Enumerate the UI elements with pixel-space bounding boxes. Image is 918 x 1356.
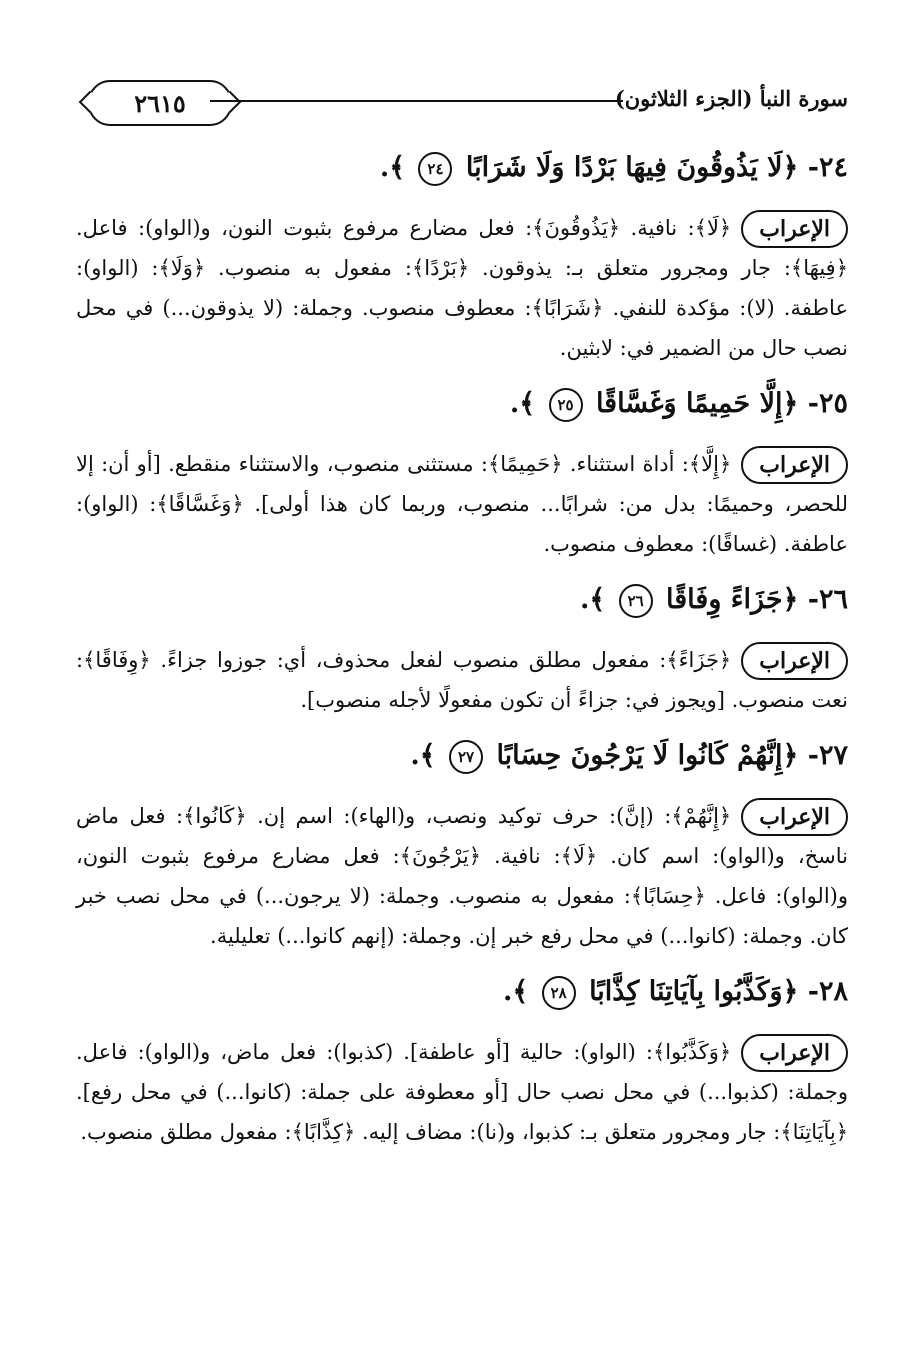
verse-section [76,378,848,564]
verse-end: ﴾. [410,740,436,771]
irab-block [76,796,848,956]
irab-text: ﴿إِلَّا﴾: أداة استثناء. ﴿حَمِيمًا﴾: مستثنى منصوب، والاستثناء منقطع. [أو أن: إلا للحصر، وحميمًا: بدل من: شرابًا... منصوب، وربما كان هذا أولى]. ﴿وَغَسَّاقًا﴾: (الواو): عاطفة. (غساقًا): معطوف منصوب. [76,452,848,556]
verse-section [76,574,848,720]
irab-text: ﴿لَا﴾: نافية. ﴿يَذُوقُونَ﴾: فعل مضارع مرفوع بثبوت النون، و(الواو): فاعل. ﴿فِيهَا﴾: جار ومجرور متعلق بـ: يذوقون. ﴿بَرْدًا﴾: مفعول به منصوب. ﴿وَلَا﴾: (الواو): عاطفة. (لا): مؤكدة للنفي. ﴿شَرَابًا﴾: معطوف منصوب. وجملة: (لا يذوقون...) في محل نصب حال من الضمير في: لابثين. [76,216,848,360]
verse-end: ﴾. [509,388,536,419]
verse-number: ٢٥- [807,388,848,419]
verse-text: ﴿وَكَذَّبُوا بِآيَاتِنَا كِذَّابًا [589,976,799,1007]
irab-block [76,640,848,720]
verse-end: ﴾. [379,152,406,183]
ayah-number-mark: ٢٧ [449,740,483,774]
verse-section [76,966,848,1152]
ayah-number-mark: ٢٦ [619,584,653,618]
irab-block [76,208,848,368]
irab-block [76,444,848,564]
verse-text: ﴿لَا يَذُوقُونَ فِيهَا بَرْدًا وَلَا شَرَابًا [465,152,799,183]
irab-label: الإعراب [741,798,848,836]
ayah-number-mark: ٢٤ [418,152,452,186]
verse-number: ٢٦- [807,584,848,615]
page-content [76,142,848,1162]
verse-section [76,730,848,956]
verse-line [76,966,848,1018]
verse-number: ٢٧- [807,740,848,771]
verse-line [76,142,848,194]
verse-line [76,574,848,626]
verse-text: ﴿إِلَّا حَمِيمًا وَغَسَّاقًا [595,388,799,419]
page-header [70,72,848,132]
verse-text: ﴿جَزَاءً وِفَاقًا [666,584,799,615]
irab-text: ﴿جَزَاءً﴾: مفعول مطلق منصوب لفعل محذوف، أي: جوزوا جزاءً. ﴿وِفَاقًا﴾: نعت منصوب. [ويجوز في: جزاءً أن تكون مفعولًا لأجله منصوب]. [76,648,848,712]
irab-block [76,1032,848,1152]
irab-text: ﴿إِنَّهُمْ﴾: (إنَّ): حرف توكيد ونصب، و(الهاء): اسم إن. ﴿كَانُوا﴾: فعل ماض ناسخ، و(الواو): اسم كان. ﴿لَا﴾: نافية. ﴿يَرْجُونَ﴾: فعل مضارع مرفوع بثبوت النون، و(الواو): فاعل. ﴿حِسَابًا﴾: مفعول به منصوب. وجملة: (لا يرجون...) في محل نصب خبر كان. وجملة: (كانوا...) في محل رفع خبر إن. وجملة: (إنهم كانوا...) تعليلية. [76,804,848,948]
verse-line [76,378,848,430]
irab-label: الإعراب [741,210,848,248]
verse-number: ٢٨- [807,976,848,1007]
verse-section [76,142,848,368]
verse-end: ﴾. [503,976,529,1007]
running-title: سورة النبأ (الجزء الثلاثون) [614,86,848,111]
header-rule [210,100,623,102]
verse-text: ﴿إِنَّهُمْ كَانُوا لَا يَرْجُونَ حِسَابًا [496,740,799,771]
page-number: ٢٦١٥ [88,80,232,126]
irab-text: ﴿وَكَذَّبُوا﴾: (الواو): حالية [أو عاطفة]. (كذبوا): فعل ماض، و(الواو): فاعل. وجملة: (كذبوا...) في محل نصب حال [أو معطوفة على جملة: (كانوا...) في محل رفع]. ﴿بِآيَاتِنَا﴾: جار ومجرور متعلق بـ: كذبوا، و(نا): مضاف إليه. ﴿كِذَّابًا﴾: مفعول مطلق منصوب. [76,1040,848,1144]
ayah-number-mark: ٢٥ [549,388,583,422]
irab-label: الإعراب [741,642,848,680]
verse-end: ﴾. [580,584,606,615]
irab-label: الإعراب [741,1034,848,1072]
verse-number: ٢٤- [807,152,848,183]
irab-label: الإعراب [741,446,848,484]
ayah-number-mark: ٢٨ [542,976,576,1010]
verse-line [76,730,848,782]
